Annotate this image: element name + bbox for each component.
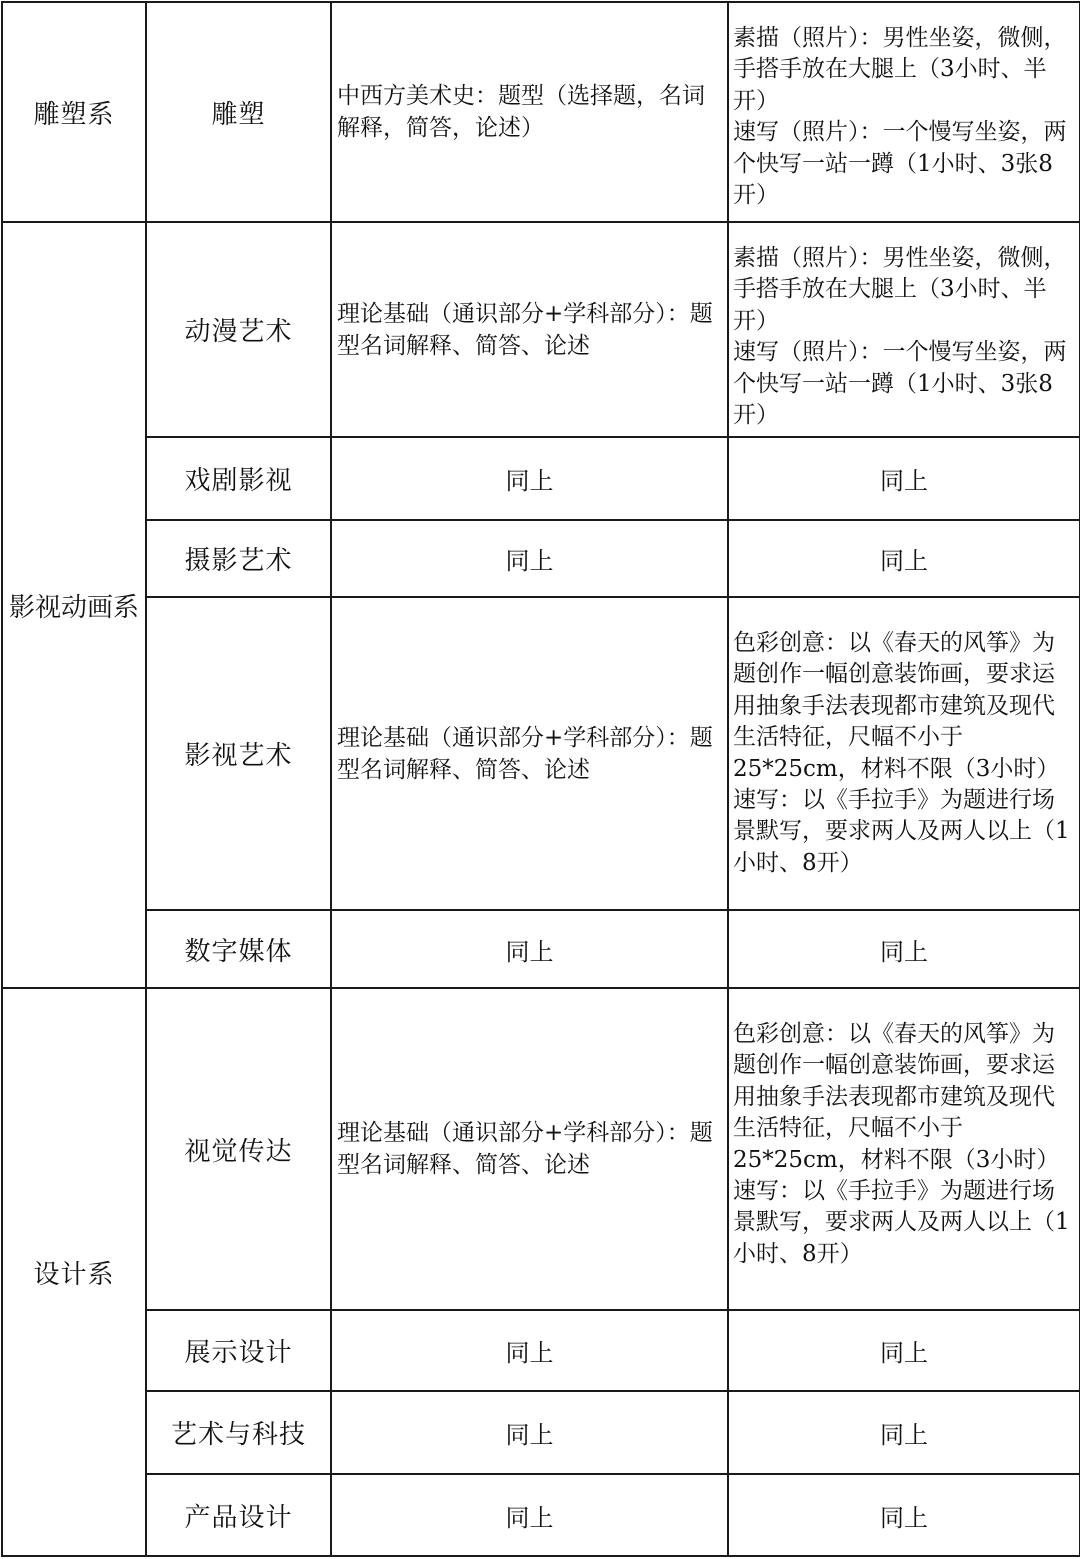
theory-exam-cell: 同上 [331,1474,728,1556]
practice-exam-cell: 同上 [728,910,1080,988]
theory-exam-cell: 理论基础（通识部分+学科部分）：题型名词解释、简答、论述 [331,597,728,910]
practice-exam-cell: 同上 [728,437,1080,520]
major-cell: 产品设计 [146,1474,331,1556]
department-cell: 雕塑系 [2,2,146,222]
theory-exam-cell: 理论基础（通识部分+学科部分）：题型名词解释、简答、论述 [331,222,728,437]
table-row [2,222,1080,437]
theory-exam-cell: 理论基础（通识部分+学科部分）：题型名词解释、简答、论述 [331,988,728,1310]
theory-exam-cell: 同上 [331,910,728,988]
major-cell: 戏剧影视 [146,437,331,520]
major-cell: 动漫艺术 [146,222,331,437]
table-row [2,1474,1080,1556]
major-cell: 数字媒体 [146,910,331,988]
major-cell: 艺术与科技 [146,1391,331,1474]
theory-exam-cell: 同上 [331,520,728,597]
department-cell: 影视动画系 [2,222,146,988]
practice-exam-cell: 同上 [728,1391,1080,1474]
theory-exam-cell: 同上 [331,437,728,520]
practice-exam-cell: 色彩创意：以《春天的风筝》为题创作一幅创意装饰画，要求运用抽象手法表现都市建筑及现代生活特征，尺幅不小于25*25cm，材料不限（3小时） 速写：以《手拉手》为题进行场景默写，要求两人及两人以上（1小时、8开） [728,988,1080,1310]
table-row [2,1391,1080,1474]
department-cell: 设计系 [2,988,146,1556]
table-row [2,988,1080,1310]
theory-exam-cell: 同上 [331,1310,728,1391]
theory-exam-cell: 中西方美术史：题型（选择题，名词解释，简答，论述） [331,2,728,222]
major-cell: 摄影艺术 [146,520,331,597]
table-row [2,910,1080,988]
major-cell: 雕塑 [146,2,331,222]
practice-exam-cell: 色彩创意：以《春天的风筝》为题创作一幅创意装饰画，要求运用抽象手法表现都市建筑及现代生活特征，尺幅不小于25*25cm，材料不限（3小时） 速写：以《手拉手》为题进行场景默写，要求两人及两人以上（1小时、8开） [728,597,1080,910]
practice-exam-cell: 同上 [728,1310,1080,1391]
major-cell: 视觉传达 [146,988,331,1310]
table-row [2,520,1080,597]
exam-content-table [1,1,1080,1557]
table-row [2,1310,1080,1391]
practice-exam-cell: 同上 [728,1474,1080,1556]
theory-exam-cell: 同上 [331,1391,728,1474]
major-cell: 影视艺术 [146,597,331,910]
major-cell: 展示设计 [146,1310,331,1391]
table-row [2,597,1080,910]
practice-exam-cell: 素描（照片）：男性坐姿，微侧，手搭手放在大腿上（3小时、半开） 速写（照片）：一个慢写坐姿，两个快写一站一蹲（1小时、3张8开） [728,222,1080,437]
table-row [2,437,1080,520]
table-row [2,2,1080,222]
practice-exam-cell: 同上 [728,520,1080,597]
practice-exam-cell: 素描（照片）：男性坐姿，微侧，手搭手放在大腿上（3小时、半开） 速写（照片）：一个慢写坐姿，两个快写一站一蹲（1小时、3张8开） [728,2,1080,222]
